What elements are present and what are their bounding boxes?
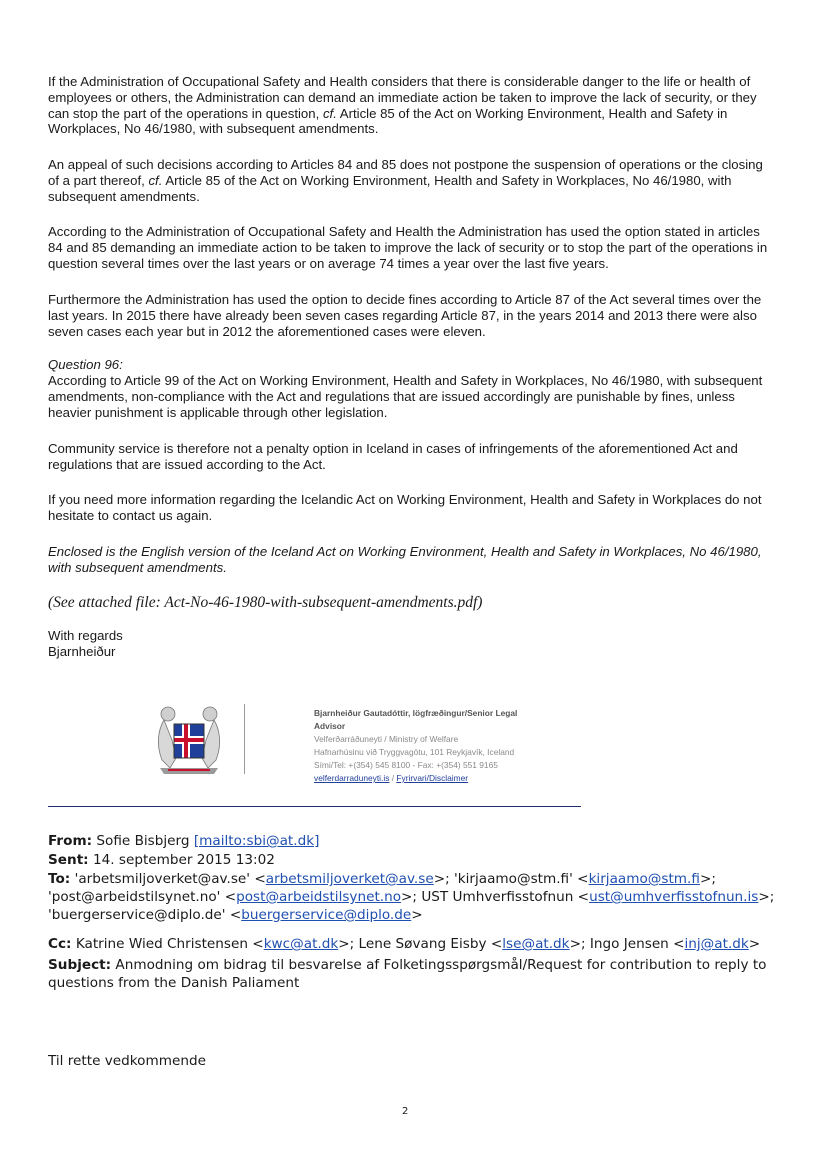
paragraph-2: An appeal of such decisions according to Articles 84 and 85 does not postpone the suspension of operations or the closing of a part thereof, cf. Article 85 of the Act on Working Environment, Health and Safety in Workplaces, No 46/1980, with subsequent amendments. bbox=[48, 157, 763, 204]
from-mailto-link[interactable]: [mailto:sbi@at.dk] bbox=[193, 833, 320, 849]
email-subject: Subject: Anmodning om bidrag til besvarelse af Folketingsspørgsmål/Request for contribution to reply to questions from the Danish Paliament bbox=[48, 957, 767, 991]
paragraph-7: If you need more information regarding the Icelandic Act on Working Environment, Health and Safety in Workplaces do not hesitate to contact us again. bbox=[48, 492, 762, 523]
signature-phone: Sími/Tel: +(354) 545 8100 - Fax: +(354) 551 9165 bbox=[314, 760, 498, 770]
signature-name: Bjarnheiður Gautadóttir, lögfræðingur/Senior Legal bbox=[314, 708, 518, 718]
cc-link-inj[interactable]: inj@at.dk bbox=[684, 936, 749, 952]
email-to: To: 'arbetsmiljoverket@av.se' <arbetsmiljoverket@av.se>; 'kirjaamo@stm.fi' <kirjaamo@stm.fi>; 'post@arbeidstilsynet.no' <post@arbeidstilsynet.no>; UST Umhverfisstofnun <ust@umhverfisstofnun.is>; 'buergerservice@diplo.de' <buergerservice@diplo.de> bbox=[48, 871, 775, 923]
email-greeting: Til rette vedkommende bbox=[48, 1053, 206, 1069]
disclaimer-link[interactable]: Fyrirvari/Disclaimer bbox=[396, 773, 469, 783]
cc-link-kwc[interactable]: kwc@at.dk bbox=[263, 936, 339, 952]
signature-divider bbox=[244, 704, 245, 774]
signature-ministry: Velferðarráðuneyti / Ministry of Welfare bbox=[314, 734, 459, 744]
to-link-ust[interactable]: ust@umhverfisstofnun.is bbox=[589, 889, 759, 905]
email-signature bbox=[150, 700, 580, 795]
signature-details bbox=[314, 707, 517, 785]
signature-address: Hafnarhúsinu við Tryggvagötu, 101 Reykjavík, Iceland bbox=[314, 747, 515, 757]
cc-link-lse[interactable]: lse@at.dk bbox=[502, 936, 570, 952]
email-cc: Cc: Katrine Wied Christensen <kwc@at.dk>; Lene Søvang Eisby <lse@at.dk>; Ingo Jensen <inj@at.dk> bbox=[48, 936, 761, 952]
email-sent: Sent: 14. september 2015 13:02 bbox=[48, 852, 275, 868]
email-separator-rule bbox=[48, 806, 581, 807]
paragraph-8: Enclosed is the English version of the Iceland Act on Working Environment, Health and Safety in Workplaces, No 46/1980, with subsequent amendments. bbox=[48, 544, 762, 575]
question-96-label: Question 96: bbox=[48, 357, 123, 372]
attached-file-note: (See attached file: Act-No-46-1980-with-subsequent-amendments.pdf) bbox=[48, 594, 483, 611]
paragraph-1: If the Administration of Occupational Safety and Health considers that there is considerable danger to the life or health of employees or others, the Administration can demand an immediate action be taken to improve the lack of security, or they can stop the part of the operations in question, cf. Article 85 of the Act on Working Environment, Health and Safety in Workplaces, No 46/1980, with subsequent amendments. bbox=[48, 74, 757, 137]
iceland-coat-of-arms-icon bbox=[150, 700, 228, 780]
paragraph-3: According to the Administration of Occupational Safety and Health the Administration has used the option stated in articles 84 and 85 demanding an immediate action to be taken to improve the lack of security or to stop the part of the operations in question several times over the last years or on average 74 times a year over the last five years. bbox=[48, 224, 768, 271]
closing-regards: With regards bbox=[48, 628, 123, 643]
link-separator: / bbox=[389, 773, 397, 783]
website-link[interactable]: velferdarraduneyti.is bbox=[314, 773, 390, 783]
paragraph-4: Furthermore the Administration has used the option to decide fines according to Article 87 of the Act several times over the last years. In 2015 there have already been seven cases regarding Article 87, in the years 2014 and 2013 there were also seven cases each year but in 2012 the aforementioned cases were eleven. bbox=[48, 292, 762, 339]
paragraph-6: Community service is therefore not a penalty option in Iceland in cases of infringements of the aforementioned Act and regulations that are issued according to the Act. bbox=[48, 441, 738, 472]
to-link-stm[interactable]: kirjaamo@stm.fi bbox=[588, 871, 700, 887]
email-from: From: Sofie Bisbjerg [mailto:sbi@at.dk] bbox=[48, 833, 320, 849]
to-link-av[interactable]: arbetsmiljoverket@av.se bbox=[265, 871, 434, 887]
page-number: 2 bbox=[402, 1106, 409, 1117]
signature-title: Advisor bbox=[314, 721, 346, 731]
sender-name: Bjarnheiður bbox=[48, 644, 116, 659]
to-link-diplo[interactable]: buergerservice@diplo.de bbox=[241, 907, 412, 923]
paragraph-5: According to Article 99 of the Act on Working Environment, Health and Safety in Workplaces, No 46/1980, with subsequent amendments, non-compliance with the Act and regulations that are issued accordingly are punishable by fines, unless heavier punishment is applicable through other legislation. bbox=[48, 373, 763, 420]
to-link-arbeidstilsynet[interactable]: post@arbeidstilsynet.no bbox=[236, 889, 402, 905]
